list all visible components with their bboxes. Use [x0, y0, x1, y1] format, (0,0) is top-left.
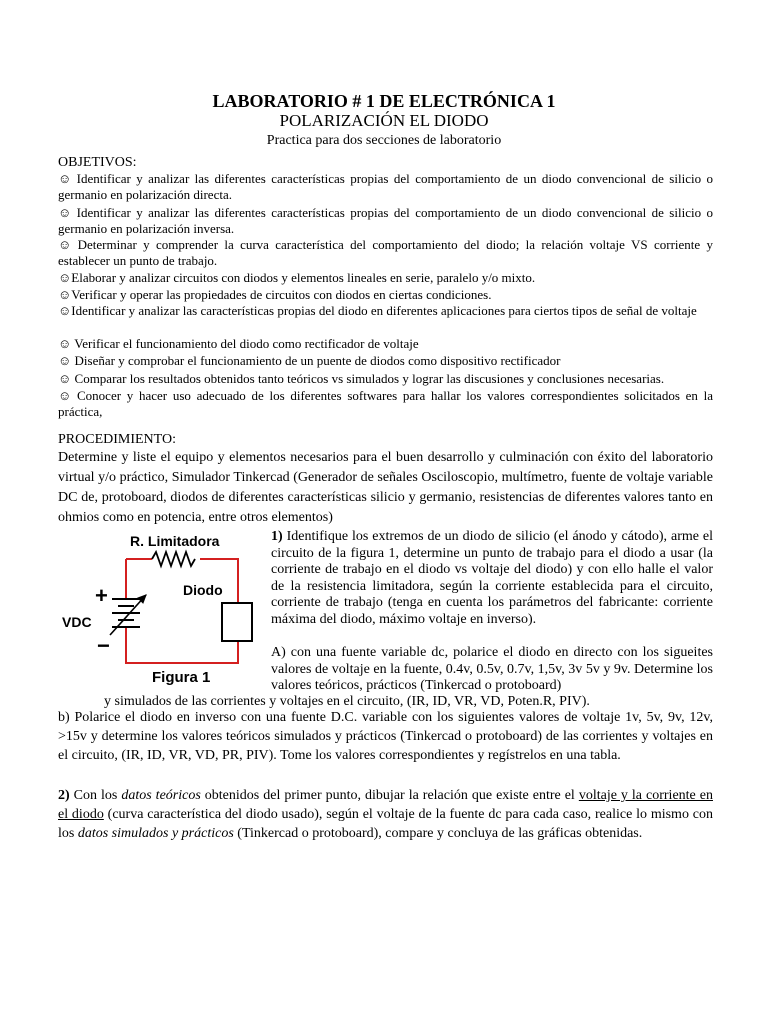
source-label: VDC: [62, 614, 92, 630]
step1-number: 1): [271, 529, 283, 544]
figure-caption: Figura 1: [152, 669, 211, 686]
step2-number: 2): [58, 788, 70, 803]
objective-item: ☺ Determinar y comprender la curva característica del comportamiento del diodo; la relación voltaje VS corriente y establecer un punto de trabajo.: [58, 237, 713, 268]
resistor-symbol: [152, 552, 195, 566]
step1-text: Identifique los extremos de un diodo de silicio (el ánodo y cátodo), arme el circuito de la figura 1, determine un punto de trabajo para el diodo a usar (la corriente de trabajo en el diodo vs voltaje del diodo) y con ello halle el valor de la resistencia limitadora, según la corriente establecida para el circuito, corriente de trabajo (tenga en cuenta los parámetros del fabricante: corriente máxima del diodo, máximo voltaje en inverso).: [271, 529, 713, 627]
objective-item: ☺ Identificar y analizar las diferentes características propias del comportamiento de un diodo convencional de silicio o germanio en polarización inversa.: [58, 205, 713, 236]
objective-item: ☺ Verificar el funcionamiento del diodo como rectificador de voltaje: [58, 336, 419, 351]
step2-text: obtenidos del primer punto, dibujar la relación que existe entre el: [200, 788, 579, 803]
step1-b-paragraph: b) Polarice el diodo en inverso con una fuente D.C. variable con los siguientes valores de voltaje 1v, 5v, 9v, 12v, >15v y determine los valores teóricos simulados y prácticos (Tinkercad o protoboard) de las corrientes y voltajes en el circuito, (IR, ID, VR, VD, PR, PIV). Tome los valores correspondientes y regístrelos en una tabla.: [58, 710, 713, 763]
objective-item: ☺ Conocer y hacer uso adecuado de los diferentes softwares para hallar los valores correspondientes solicitados en la práctica,: [58, 388, 713, 419]
plus-sign: +: [95, 583, 108, 608]
step2-underline: voltaje y la corriente en el diodo: [58, 788, 713, 822]
step2-text: (Tinkercad o protoboard), compare y concluya de las gráficas obtenidas.: [233, 826, 643, 841]
objective-item: ☺ Diseñar y comprobar el funcionamiento de un puente de diodos como dispositivo rectificador: [58, 353, 561, 368]
step1-paragraph: [271, 529, 713, 628]
objective-item: ☺ Identificar y analizar las diferentes características propias del comportamiento de un diodo convencional de silicio o germanio en polarización directa.: [58, 171, 713, 202]
objective-item: ☺ Comparar los resultados obtenidos tanto teóricos vs simulados y lograr las discusiones y conclusiones necesarias.: [58, 371, 665, 386]
objective-item: ☺Verificar y operar las propiedades de circuitos con diodos en ciertas condiciones.: [58, 287, 492, 302]
step2-text: (curva característica del diodo usado), según el voltaje de la fuente dc para cada caso, realice lo mismo con los: [58, 807, 713, 841]
battery-symbol: [112, 599, 140, 627]
diode-symbol: [222, 603, 252, 641]
resistor-label: R. Limitadora: [130, 533, 220, 549]
minus-sign: −: [97, 633, 110, 658]
document-subtitle: POLARIZACIÓN EL DIODO: [279, 111, 489, 130]
variable-arrow-icon: [110, 595, 146, 635]
step2-text: Con los: [69, 788, 122, 803]
circuit-diagram: [58, 527, 268, 687]
step2-emphasis: datos simulados y prácticos: [77, 826, 234, 841]
objective-item: ☺Identificar y analizar las características propias del diodo en diferentes aplicaciones para ciertos tipos de señal de voltaje: [58, 303, 697, 318]
procedimiento-heading: PROCEDIMIENTO:: [58, 432, 176, 447]
step2-paragraph: [58, 786, 713, 843]
step2-emphasis: datos teóricos: [121, 788, 201, 803]
step1-a-paragraph: A) con una fuente variable dc, polarice el diodo en directo con los sigueites valores de voltaje en la fuente, 0.4v, 0.5v, 0.7v, 1,5v, 3v 5v y 9v. Determine los valores teóricos, prácticos (Tinkercad o protoboard): [271, 645, 713, 693]
objetivos-heading: OBJETIVOS:: [58, 155, 137, 170]
objective-item: ☺Elaborar y analizar circuitos con diodos y elementos lineales en serie, paralelo y/o mixto.: [58, 270, 536, 285]
diode-label: Diodo: [183, 582, 223, 598]
step1-a-continuation: y simulados de las corrientes y voltajes en el circuito, (IR, ID, VR, VD, Poten.R, PIV).: [104, 694, 590, 709]
document-title: LABORATORIO # 1 DE ELECTRÓNICA 1: [212, 91, 556, 111]
document-note: Practica para dos secciones de laboratorio: [266, 133, 502, 148]
procedimiento-intro: Determine y liste el equipo y elementos necesarios para el buen desarrollo y culminación con éxito del laboratorio virtual y/o práctico, Simulador Tinkercad (Generador de señales Osciloscopio, multímetro, fuente de voltaje variable DC de, protoboard, diodos de diferentes características silicio y germanio, resistencias de diferentes valores tanto en ohmios como en potencia, entre otros elementos): [58, 450, 713, 525]
